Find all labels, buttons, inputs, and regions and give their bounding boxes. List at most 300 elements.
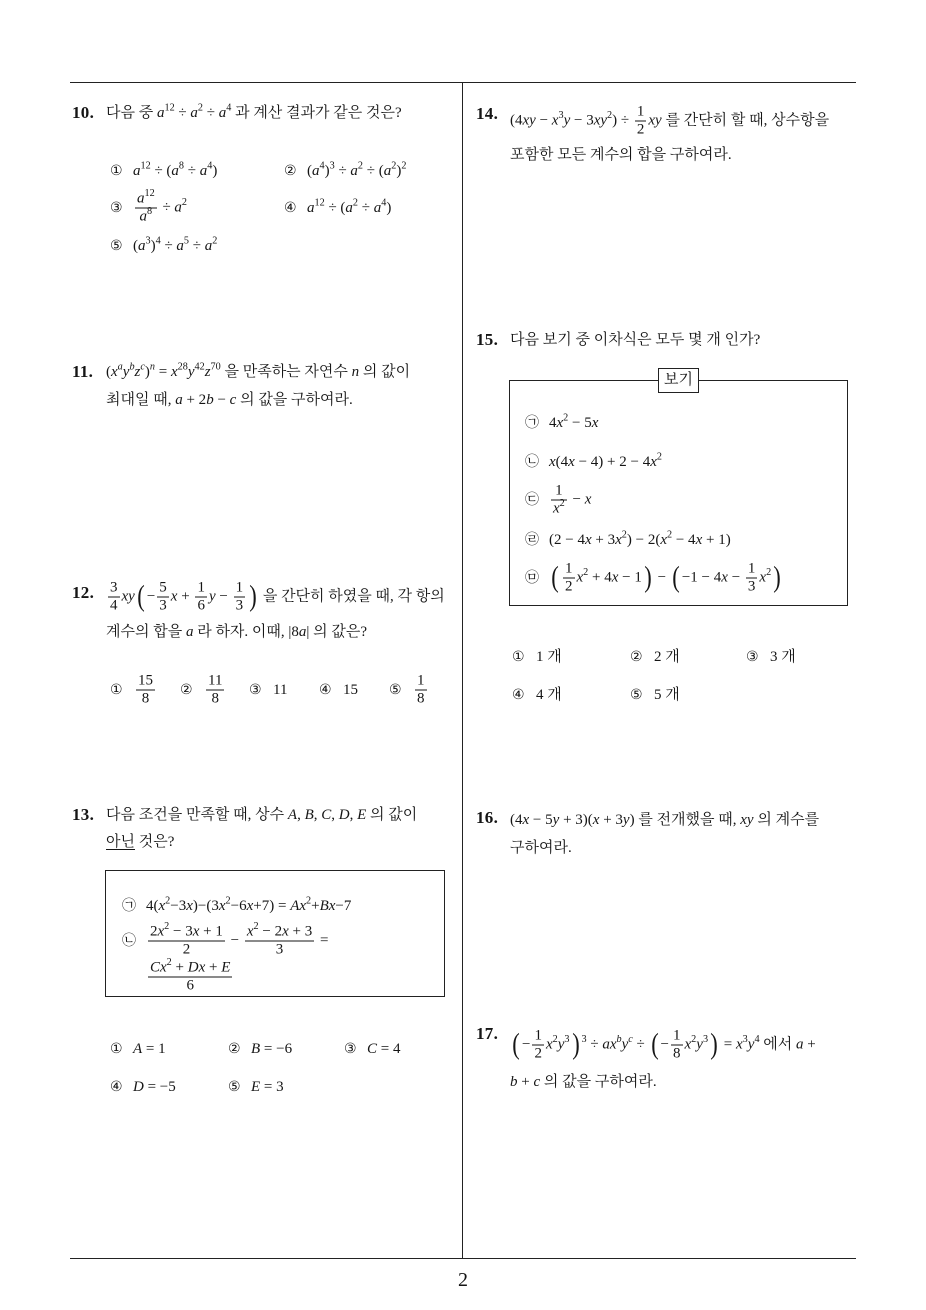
fraction-numerator bbox=[148, 957, 232, 978]
math-variable: y bbox=[557, 1036, 565, 1053]
math-text: = bbox=[720, 1036, 736, 1053]
math-variable: E bbox=[357, 807, 367, 823]
fraction bbox=[746, 562, 758, 595]
superscript bbox=[212, 236, 217, 247]
math-text: , bbox=[349, 807, 358, 823]
math-text: = bbox=[316, 932, 329, 949]
math-text: 1 bbox=[673, 1027, 681, 1044]
math-text: 6 bbox=[197, 597, 205, 614]
fraction bbox=[635, 105, 647, 138]
math-variable: n bbox=[149, 361, 155, 373]
math-text: − bbox=[522, 1036, 531, 1053]
math-variable: x bbox=[556, 415, 564, 431]
fraction bbox=[245, 921, 314, 958]
large-parenthesis: ) bbox=[571, 1027, 580, 1060]
math-text: 5 bbox=[183, 235, 190, 247]
math-variable: a bbox=[218, 105, 227, 121]
example-item-5-expression bbox=[549, 562, 783, 595]
math-text: 4 bbox=[549, 415, 557, 431]
question-text-line-2 bbox=[510, 145, 732, 165]
math-variable: A bbox=[287, 807, 298, 823]
condition-1-label: ㉠ bbox=[122, 898, 136, 914]
math-text: 2 bbox=[182, 941, 191, 958]
math-variable: x bbox=[721, 569, 728, 586]
math-text: 의 값이 bbox=[359, 364, 411, 380]
fraction-numerator bbox=[135, 188, 157, 209]
math-variable: x bbox=[522, 812, 530, 828]
math-variable: c bbox=[628, 1034, 633, 1046]
math-text: − 5 bbox=[568, 415, 592, 431]
math-text: ) bbox=[212, 163, 218, 179]
math-text: = −6 bbox=[260, 1041, 293, 1057]
fraction-denominator bbox=[206, 691, 224, 707]
superscript bbox=[315, 198, 325, 209]
math-text: 2 bbox=[766, 567, 772, 579]
math-text: 에서 bbox=[759, 1036, 797, 1053]
underlined-text: 아닌 bbox=[106, 834, 135, 850]
math-variable: xy bbox=[121, 588, 135, 605]
math-text: + 1 bbox=[199, 923, 223, 940]
question-number: 12. bbox=[72, 583, 95, 602]
fraction bbox=[195, 581, 207, 614]
math-text: 2 bbox=[636, 121, 645, 138]
superscript bbox=[147, 206, 152, 217]
option-4-expression bbox=[343, 680, 358, 700]
fraction-denominator bbox=[195, 598, 207, 614]
math-text: 1 bbox=[555, 482, 563, 499]
question-number: 17. bbox=[476, 1024, 499, 1043]
question-text-line-1 bbox=[510, 1029, 816, 1062]
option-2-label: ② bbox=[284, 163, 297, 179]
math-variable: y bbox=[696, 1036, 703, 1053]
math-variable: D bbox=[338, 807, 350, 823]
math-variable: x bbox=[549, 454, 556, 470]
question-text-line-1 bbox=[106, 362, 410, 382]
option-5-expression bbox=[413, 674, 429, 707]
math-text: 1 개 bbox=[536, 649, 562, 665]
math-text: 3 bbox=[742, 1034, 748, 1046]
example-item-1-expression bbox=[549, 413, 598, 433]
superscript bbox=[182, 197, 187, 208]
math-variable: x bbox=[186, 898, 193, 914]
math-variable: xy bbox=[648, 112, 662, 129]
math-variable: Dx bbox=[187, 959, 206, 976]
math-text: 2 bbox=[583, 567, 589, 579]
fraction-denominator bbox=[532, 1046, 544, 1062]
math-text: 2 bbox=[253, 921, 259, 933]
option-4-expression bbox=[536, 685, 562, 705]
math-variable: x bbox=[553, 500, 560, 517]
example-item-2-label: ㉡ bbox=[525, 454, 539, 470]
math-variable: a bbox=[171, 163, 179, 179]
math-variable: B bbox=[251, 1041, 261, 1057]
fraction-denominator bbox=[746, 579, 758, 595]
option-2-expression bbox=[307, 161, 406, 181]
fraction bbox=[551, 484, 567, 517]
math-text: 2 bbox=[607, 110, 613, 122]
math-text: 12 bbox=[314, 197, 325, 209]
math-text: = bbox=[155, 364, 171, 380]
math-text: −6 bbox=[230, 898, 247, 914]
math-variable: a bbox=[176, 238, 184, 254]
math-text: + bbox=[205, 959, 222, 976]
math-text: 2 bbox=[357, 160, 364, 172]
math-text: + 1) bbox=[702, 532, 731, 548]
math-text: 4 bbox=[319, 160, 325, 172]
math-variable: n bbox=[351, 364, 360, 380]
math-text: − bbox=[568, 491, 585, 508]
math-variable: x bbox=[111, 364, 118, 380]
superscript bbox=[164, 103, 174, 114]
math-text: 의 값을 구하여라. bbox=[540, 1074, 657, 1090]
option-1-label: ① bbox=[110, 163, 123, 179]
math-variable: D bbox=[133, 1079, 144, 1095]
math-text: ) bbox=[396, 163, 402, 179]
math-text: − 4 bbox=[672, 532, 696, 548]
math-variable: a bbox=[156, 105, 165, 121]
option-2-expression bbox=[654, 647, 680, 667]
math-variable: E bbox=[221, 959, 231, 976]
column-divider bbox=[462, 82, 463, 1259]
math-text: 6 bbox=[186, 977, 194, 994]
math-text: ) bbox=[386, 200, 392, 216]
math-variable: b bbox=[510, 1074, 518, 1090]
math-variable: x bbox=[170, 588, 178, 605]
math-variable: a bbox=[373, 200, 382, 216]
math-text: ÷ bbox=[189, 238, 205, 254]
math-text: 을 간단히 하였을 때, 각 항의 bbox=[259, 588, 445, 605]
page-number: 2 bbox=[458, 1269, 468, 1291]
option-3-expression bbox=[367, 1039, 400, 1059]
top-rule bbox=[70, 82, 856, 83]
math-text: 과 계산 결과가 같은 것은? bbox=[231, 105, 402, 121]
math-variable: x bbox=[246, 898, 254, 914]
math-text: ÷ bbox=[158, 199, 175, 216]
math-variable: y bbox=[747, 1036, 755, 1053]
math-text: 다음 조건을 만족할 때, 상수 bbox=[106, 807, 288, 823]
math-variable: A bbox=[133, 1041, 143, 1057]
math-text: + bbox=[803, 1036, 816, 1053]
math-text: 11 bbox=[208, 672, 223, 689]
math-text: +7) = bbox=[253, 898, 291, 914]
math-text: + 3)( bbox=[559, 812, 593, 828]
superscript bbox=[703, 1034, 708, 1045]
condition-1-expression bbox=[146, 896, 351, 916]
math-text: 을 만족하는 자연수 bbox=[220, 364, 352, 380]
math-text: ÷ bbox=[160, 238, 177, 254]
math-text: (2 − 4 bbox=[549, 532, 585, 548]
math-variable: xy bbox=[522, 112, 536, 129]
option-4-label: ④ bbox=[110, 1079, 123, 1095]
fraction bbox=[148, 957, 232, 994]
math-text: 4 개 bbox=[536, 687, 562, 703]
condition-2-label: ㉡ bbox=[122, 933, 136, 949]
fraction-denominator bbox=[635, 122, 647, 138]
question-text bbox=[510, 330, 760, 350]
math-variable: a bbox=[345, 200, 353, 216]
fraction bbox=[148, 921, 225, 958]
math-text: 1 bbox=[565, 560, 573, 577]
math-text: (4 bbox=[510, 812, 523, 828]
math-text: 8 bbox=[147, 206, 153, 218]
condition-2-expression-line-2 bbox=[146, 957, 234, 994]
math-variable: x bbox=[157, 923, 165, 940]
math-text: ( bbox=[133, 238, 138, 254]
math-text: − 5 bbox=[529, 812, 553, 828]
math-text: + 3 bbox=[591, 532, 616, 548]
math-text: ( bbox=[307, 163, 312, 179]
math-variable: a bbox=[185, 624, 194, 640]
math-text: 15 bbox=[138, 672, 153, 689]
math-text: 4 bbox=[207, 160, 213, 172]
math-text: 다음 보기 중 이차식은 모두 몇 개 인가? bbox=[510, 332, 761, 348]
math-variable: ax bbox=[602, 1036, 617, 1053]
math-text: − bbox=[727, 569, 744, 586]
math-variable: x bbox=[584, 532, 592, 548]
option-4-label: ④ bbox=[512, 687, 525, 703]
math-text: − bbox=[660, 1036, 669, 1053]
math-text: 3 bbox=[329, 160, 335, 172]
math-text: ( bbox=[106, 364, 111, 380]
option-5-label: ⑤ bbox=[389, 682, 402, 698]
math-text: 8 bbox=[211, 690, 219, 707]
fraction bbox=[563, 562, 575, 595]
math-text: + bbox=[177, 588, 194, 605]
math-text: 3 bbox=[581, 1034, 587, 1046]
math-text: (4 bbox=[555, 454, 569, 470]
superscript bbox=[564, 1034, 569, 1045]
fraction-numerator bbox=[157, 581, 169, 598]
math-text: − 1 bbox=[618, 569, 642, 586]
math-text: 2 bbox=[565, 578, 573, 595]
math-text: 2 bbox=[306, 895, 312, 907]
large-parenthesis: ) bbox=[644, 560, 652, 593]
option-5-label: ⑤ bbox=[110, 238, 123, 254]
fraction-numerator bbox=[415, 674, 427, 691]
math-text: 12 bbox=[144, 188, 155, 200]
bottom-rule bbox=[70, 1258, 856, 1259]
math-text: 를 간단히 할 때, 상수항을 bbox=[661, 112, 830, 129]
option-2-label: ② bbox=[180, 682, 193, 698]
question-text-line-2 bbox=[106, 832, 174, 852]
math-variable: a bbox=[350, 163, 358, 179]
math-variable: C bbox=[321, 807, 332, 823]
math-text: 구하여라. bbox=[510, 840, 572, 856]
option-2-label: ② bbox=[630, 649, 643, 665]
math-text: , bbox=[313, 807, 322, 823]
fraction bbox=[157, 581, 169, 614]
math-text: 2 bbox=[181, 197, 188, 209]
fraction-denominator bbox=[415, 691, 427, 707]
question-number: 13. bbox=[72, 805, 95, 824]
option-5-expression bbox=[133, 236, 217, 256]
option-5-label: ⑤ bbox=[228, 1079, 241, 1095]
fraction-numerator bbox=[671, 1029, 683, 1046]
question-number: 10. bbox=[72, 103, 95, 122]
math-text: ÷ bbox=[632, 1036, 649, 1053]
math-text: ) ÷ bbox=[612, 112, 633, 129]
math-text: )−(3 bbox=[192, 898, 219, 914]
math-variable: x bbox=[170, 364, 178, 380]
question-text-line-2 bbox=[106, 390, 353, 410]
option-1-expression bbox=[133, 161, 217, 181]
math-text: 15 bbox=[343, 682, 358, 698]
math-text: 2 bbox=[621, 529, 627, 541]
math-text: 11 bbox=[273, 682, 288, 698]
fraction-numerator bbox=[635, 105, 647, 122]
math-text: = 3 bbox=[260, 1079, 284, 1095]
math-text: − 4) + 2 − 4 bbox=[574, 454, 651, 470]
math-variable: a bbox=[312, 163, 320, 179]
superscript bbox=[560, 498, 565, 509]
question-text-line-1 bbox=[106, 581, 445, 614]
math-variable: x bbox=[695, 532, 703, 548]
large-parenthesis: ) bbox=[249, 579, 257, 612]
superscript bbox=[401, 161, 406, 172]
math-text: −7 bbox=[335, 898, 352, 914]
math-text: 2 bbox=[352, 197, 359, 209]
fraction-numerator bbox=[148, 921, 225, 942]
math-text: − bbox=[226, 932, 243, 949]
math-variable: a bbox=[204, 238, 213, 254]
math-text: ÷ ( bbox=[324, 200, 346, 216]
question-number: 11. bbox=[72, 362, 94, 381]
math-text: 5 bbox=[159, 579, 167, 596]
fraction-numerator bbox=[746, 562, 758, 579]
math-text: −3 bbox=[170, 898, 187, 914]
fraction-denominator bbox=[148, 942, 225, 958]
fraction-numerator bbox=[245, 921, 314, 942]
option-2-expression bbox=[251, 1039, 292, 1059]
math-variable: a bbox=[138, 238, 146, 254]
option-3-expression bbox=[770, 647, 796, 667]
math-variable: a bbox=[133, 163, 141, 179]
fraction-numerator bbox=[206, 674, 224, 691]
math-text: ÷ bbox=[586, 1036, 603, 1053]
math-text: 70 bbox=[210, 361, 221, 373]
fraction bbox=[234, 581, 246, 614]
math-text: 라 하자. 이때, |8 bbox=[193, 624, 299, 640]
large-parenthesis: ( bbox=[650, 1027, 659, 1060]
math-variable: x bbox=[246, 923, 254, 940]
math-text: 8 bbox=[417, 690, 425, 707]
math-variable: c bbox=[533, 1074, 541, 1090]
math-text: − 3 bbox=[570, 112, 594, 129]
fraction bbox=[136, 674, 155, 707]
math-text: 2 bbox=[552, 1034, 558, 1046]
math-text: 2 bbox=[150, 923, 158, 940]
math-variable: z bbox=[134, 364, 141, 380]
option-5-expression bbox=[251, 1077, 284, 1097]
math-variable: a bbox=[199, 163, 208, 179]
superscript bbox=[657, 452, 662, 463]
question-text-line-1 bbox=[510, 105, 829, 138]
math-text: | 의 값은? bbox=[306, 624, 368, 640]
math-text: 3 bbox=[702, 1034, 709, 1046]
math-variable: x bbox=[584, 491, 592, 508]
fraction-denominator bbox=[551, 498, 567, 517]
math-variable: Bx bbox=[319, 898, 336, 914]
question-text bbox=[106, 103, 402, 123]
fraction-numerator bbox=[108, 581, 120, 598]
superscript bbox=[178, 362, 188, 373]
math-variable: a bbox=[383, 163, 392, 179]
math-text: ) bbox=[144, 364, 150, 380]
fraction-numerator bbox=[532, 1029, 544, 1046]
math-text: 포함한 모든 계수의 합을 구하여라. bbox=[510, 147, 732, 163]
math-text: 4 bbox=[155, 235, 161, 247]
math-text: 1 bbox=[235, 579, 244, 596]
large-parenthesis: ( bbox=[512, 1027, 520, 1060]
example-item-5-label: ㉤ bbox=[525, 570, 539, 586]
math-text: 3 bbox=[145, 235, 151, 247]
math-variable: x bbox=[192, 923, 200, 940]
math-variable: a bbox=[174, 199, 182, 216]
option-3-expression bbox=[133, 188, 188, 225]
math-variable: Cx bbox=[150, 959, 167, 976]
fraction-numerator bbox=[195, 581, 207, 598]
option-3-label: ③ bbox=[110, 200, 123, 216]
option-2-label: ② bbox=[228, 1041, 241, 1057]
math-text: + 3 bbox=[599, 812, 623, 828]
math-text: 8 bbox=[141, 690, 150, 707]
math-text: 2 bbox=[197, 102, 203, 114]
math-text: + bbox=[517, 1074, 534, 1090]
math-text: (4 bbox=[510, 112, 523, 129]
math-text: 4 bbox=[226, 102, 232, 114]
option-3-label: ③ bbox=[249, 682, 262, 698]
question-number: 14. bbox=[476, 104, 499, 123]
math-text: 3 개 bbox=[770, 649, 796, 665]
math-text: = −5 bbox=[143, 1079, 176, 1095]
option-4-label: ④ bbox=[319, 682, 332, 698]
math-text: + bbox=[171, 959, 188, 976]
math-text: 8 bbox=[673, 1045, 681, 1062]
fraction-denominator bbox=[245, 942, 314, 958]
math-variable: z bbox=[204, 364, 211, 380]
math-text: 8 bbox=[178, 160, 185, 172]
math-text: 4 bbox=[110, 597, 118, 614]
math-text: 2 bbox=[691, 1034, 697, 1046]
math-text: ÷ bbox=[184, 163, 200, 179]
math-text: 2 bbox=[166, 957, 172, 969]
math-text: 의 값이 bbox=[366, 807, 418, 823]
condition-2-expression-line-1 bbox=[146, 921, 329, 958]
math-variable: a bbox=[117, 361, 123, 373]
math-text: 2 bbox=[164, 921, 170, 933]
math-text: 12 bbox=[164, 102, 175, 114]
math-text: ) 를 전개했을 때, bbox=[629, 812, 741, 828]
math-text: 것은? bbox=[134, 834, 175, 850]
fraction-numerator bbox=[234, 581, 246, 598]
math-variable: x bbox=[660, 532, 667, 548]
math-variable: y bbox=[622, 812, 630, 828]
math-variable: xy bbox=[593, 112, 608, 129]
math-variable: x bbox=[684, 1036, 692, 1053]
math-variable: a bbox=[175, 392, 183, 408]
math-text: − bbox=[535, 112, 552, 129]
example-item-1-label: ㉠ bbox=[525, 415, 539, 431]
example-item-2-expression bbox=[549, 452, 662, 472]
math-text: 2 bbox=[165, 895, 171, 907]
math-variable: C bbox=[367, 1041, 378, 1057]
math-text: 4( bbox=[146, 898, 159, 914]
large-parenthesis: ( bbox=[551, 560, 559, 593]
math-text: , bbox=[297, 807, 305, 823]
option-5-label: ⑤ bbox=[630, 687, 643, 703]
fraction-denominator bbox=[234, 598, 246, 614]
math-text: 1 bbox=[636, 103, 645, 120]
